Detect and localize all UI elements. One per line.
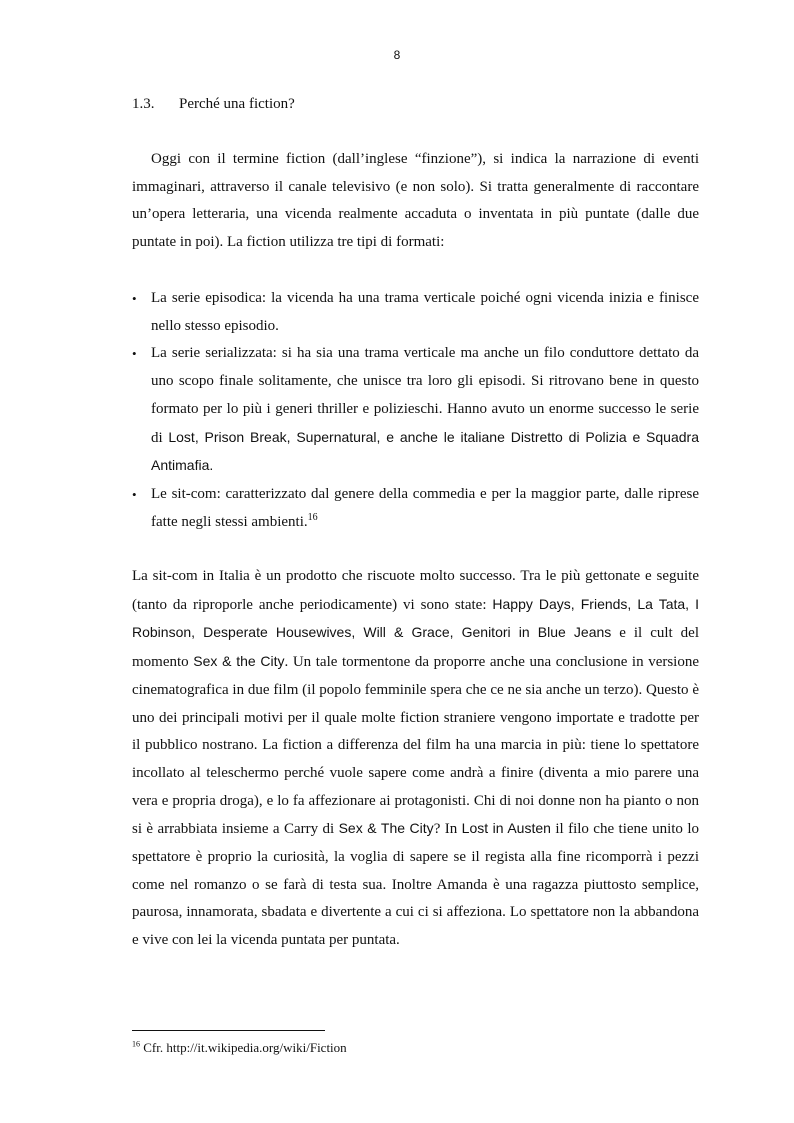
series-titles: Happy Days, Friends, La Tata, I Robinson, Desperate Housewives, Will & Grace, Genitori in Blue Jeans [132,595,699,641]
list-item-titles: Lost, Prison Break, Supernatural, e anche le italiane Distretto di Polizia e Squadra Antimafia. [151,428,699,474]
bullet-icon: • [132,291,137,306]
section-title: Perché una fiction? [179,96,295,112]
bullet-icon: • [132,346,137,362]
bullet-icon: • [132,486,137,502]
paragraph-text: ? In [433,821,462,838]
section-heading [132,94,295,114]
list-item-text: La serie episodica: la vicenda ha una trama verticale poiché ogni vicenda inizia e finisce nello stesso episodio. [151,290,699,334]
paragraph-text: e il cult del momento [132,625,699,671]
list-item [132,481,699,536]
page-number: 8 [393,48,401,62]
footnote [132,1039,347,1057]
list-item-text: Le sit-com: caratterizzato dal genere della commedia e per la maggior parte, dalle riprese fatte negli stessi ambienti. [151,485,699,530]
footnote-number: 16 [132,1039,140,1049]
paragraph-text: La sit-com in Italia è un prodotto che riscuote molto successo. Tra le più gettonate e seguite (tanto da riproporle anche periodicamente) vi sono state: [132,568,699,613]
paragraph-text: il filo che tiene unito lo spettatore è proprio la curiosità, la voglia di sapere se il regista alla fine ricomporrà i pezzi come nel romanzo o se farà di testa sua. Inoltre Amanda è una ragazza piuttosto semplice, paurosa, innamorata, sbadata e divertente a cui ci si affeziona. Lo spettatore non la abbandona e vive con lei la vicenda puntata per puntata. [132,821,699,949]
section-number: 1.3. [132,96,155,112]
footnote-divider [132,1030,325,1031]
footnote-reference: 16 [307,511,318,523]
series-title: Sex & The City [338,820,434,837]
format-list [132,285,699,536]
list-item [132,340,699,481]
paragraph-text: . Un tale tormentone da proporre anche una conclusione in versione cinematografica in due film (il popolo femminile spera che ce ne sia anche un terzo). Questo è uno dei principali motivi per il quale molte fiction straniere vengono importate e tradotte per il pubblico nostrano. La fiction a differenza del film ha una marcia in più: tiene lo spettatore incollato al teleschermo perché vuole sapere come andrà a finire (diventa a mio parere una vera e propria droga), e lo fa affezionare ai protagonisti. Chi di noi donne non ha pianto o non si è arrabbiata insieme a Carry di [132,654,700,838]
list-item [132,285,699,340]
series-title: Sex & the City [193,653,285,670]
list-item-text: La serie serializzata: si ha sia una trama verticale ma anche un filo conduttore dettato da uno scopo finale solitamente, che unisce tra loro gli episodi. Si ritrovano bene in questo formato per lo più i generi thriller e polizieschi. Hanno avuto un enorme successo le serie di [151,345,699,446]
footnote-text: Cfr. http://it.wikipedia.org/wiki/Fiction [140,1040,347,1055]
intro-paragraph [132,146,699,257]
intro-text: Oggi con il termine fiction (dall’inglese “finzione”), si indica la narrazione di eventi immaginari, attraverso il canale televisivo (e non solo). Si tratta generalmente di raccontare un’opera letteraria, una vicenda realmente accaduta o inventata in più puntate (dalle due puntate in poi). La fiction utilizza tre tipi di formati: [132,151,699,251]
series-title: Lost in Austen [461,820,551,837]
main-paragraph [132,563,699,955]
